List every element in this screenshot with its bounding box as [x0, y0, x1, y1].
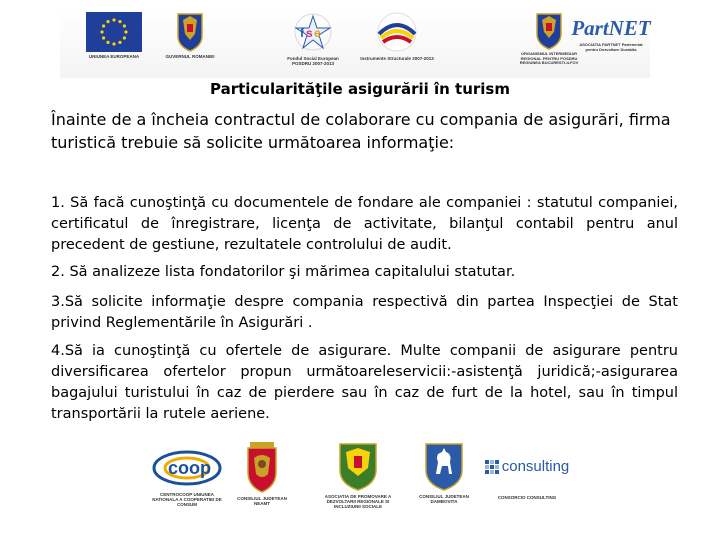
fse-logo	[278, 10, 348, 66]
list-item: 4.Să ia cunoştinţă cu ofertele de asigurare. Multe companii de asigurare pentru diversificarea ofertelor propun următoareleservicii:-asistenţă juridică;-asigurarea bagajului turistului în caz de pierdere sau în caz de furt de la hotel, sau în timpul transportării la rutele aeriene.	[51, 343, 678, 422]
structural-instruments-caption: Instrumente Structurale 2007-2013	[360, 56, 434, 61]
consulting-wordmark	[485, 458, 570, 475]
page-title: Particularităţile asigurării în turism	[210, 80, 510, 98]
romania-coat-of-arms-icon	[175, 10, 205, 52]
dambovita-council-logo	[412, 440, 476, 504]
fse-caption: Fondul Social European POSDRU 2007-2013	[287, 56, 339, 66]
partnet-wordmark: PartNET	[571, 16, 651, 40]
consorcio-consulting-logo	[486, 458, 568, 500]
svg-text:f: f	[300, 26, 304, 40]
eu-flag-icon	[86, 12, 142, 52]
eu-caption: UNIUNEA EUROPEANA	[88, 54, 140, 59]
dambovita-council-caption: CONSILIUL JUDETEAN DAMBOVITA	[419, 494, 469, 504]
coop-emblem-icon	[150, 440, 224, 490]
neamt-council-logo	[232, 440, 292, 506]
consulting-caption: CONSORCIO CONSULTING	[497, 495, 557, 500]
eu-logo	[82, 12, 146, 59]
intro-paragraph: Înainte de a încheia contractul de colaborare cu compania de asigurări, firma turistică trebuie să solicite următoarea informaţie:	[51, 110, 671, 152]
neamt-coat-of-arms-icon	[244, 440, 280, 494]
neamt-council-caption: CONSILIUL JUDETEAN NEAMT	[237, 496, 287, 506]
structural-instruments-icon	[369, 10, 425, 54]
list-item: 3.Să solicite informaţie despre compania respectivă din partea Inspecţiei de Stat privind Reglementările în Asigurări .	[51, 294, 678, 331]
list-item: 2. Să analizeze lista fondatorilor şi mărimea capitalului statutar.	[51, 264, 516, 280]
fse-star-icon	[290, 10, 336, 54]
government-logo	[160, 10, 220, 59]
consulting-grid-icon	[485, 460, 499, 474]
adr-emblem-icon	[336, 440, 380, 492]
centrocoop-caption: CENTROCOOP UNIUNEA NATIONALA A COOPERATIEI DE CONSUM	[152, 492, 222, 507]
consulting-name: consulting	[501, 458, 570, 475]
coop-text: coop	[168, 458, 211, 478]
svg-text:e: e	[314, 26, 321, 40]
header-logos	[0, 10, 720, 78]
centrocoop-logo	[148, 440, 226, 507]
adr-association-caption: ASOCIATIA DE PROMOVARE A DEZVOLTARII REGIONALE SI INCLUZIUNII SOCIALE	[324, 494, 392, 509]
government-caption: GUVERNUL ROMANIEI	[165, 54, 215, 59]
intermediate-body-caption: ORGANISMUL INTERMEDIAR REGIONAL PENTRU POSDRU REGIUNEA BUCURESTI-ILFOV	[519, 51, 579, 65]
structural-instruments-logo	[360, 10, 434, 61]
adr-association-logo	[318, 440, 398, 509]
footer-logos	[0, 440, 720, 532]
dambovita-coat-of-arms-icon	[422, 440, 466, 492]
partnet-caption: ASOCIATIA PARTNET Parteneriat pentru Dezvoltare Durabila	[579, 42, 643, 52]
svg-text:s: s	[306, 26, 313, 40]
list-item: 1. Să facă cunoştinţă cu documentele de fondare ale companiei : statutul companiei, certificatul de înregistrare, licenţa de activitate, bilanţul contabil pentru anul precedent de gestiune, rezultatele controlului de audit.	[51, 195, 678, 253]
romania-coat-of-arms-icon	[534, 10, 564, 50]
partnet-logo	[572, 16, 650, 52]
